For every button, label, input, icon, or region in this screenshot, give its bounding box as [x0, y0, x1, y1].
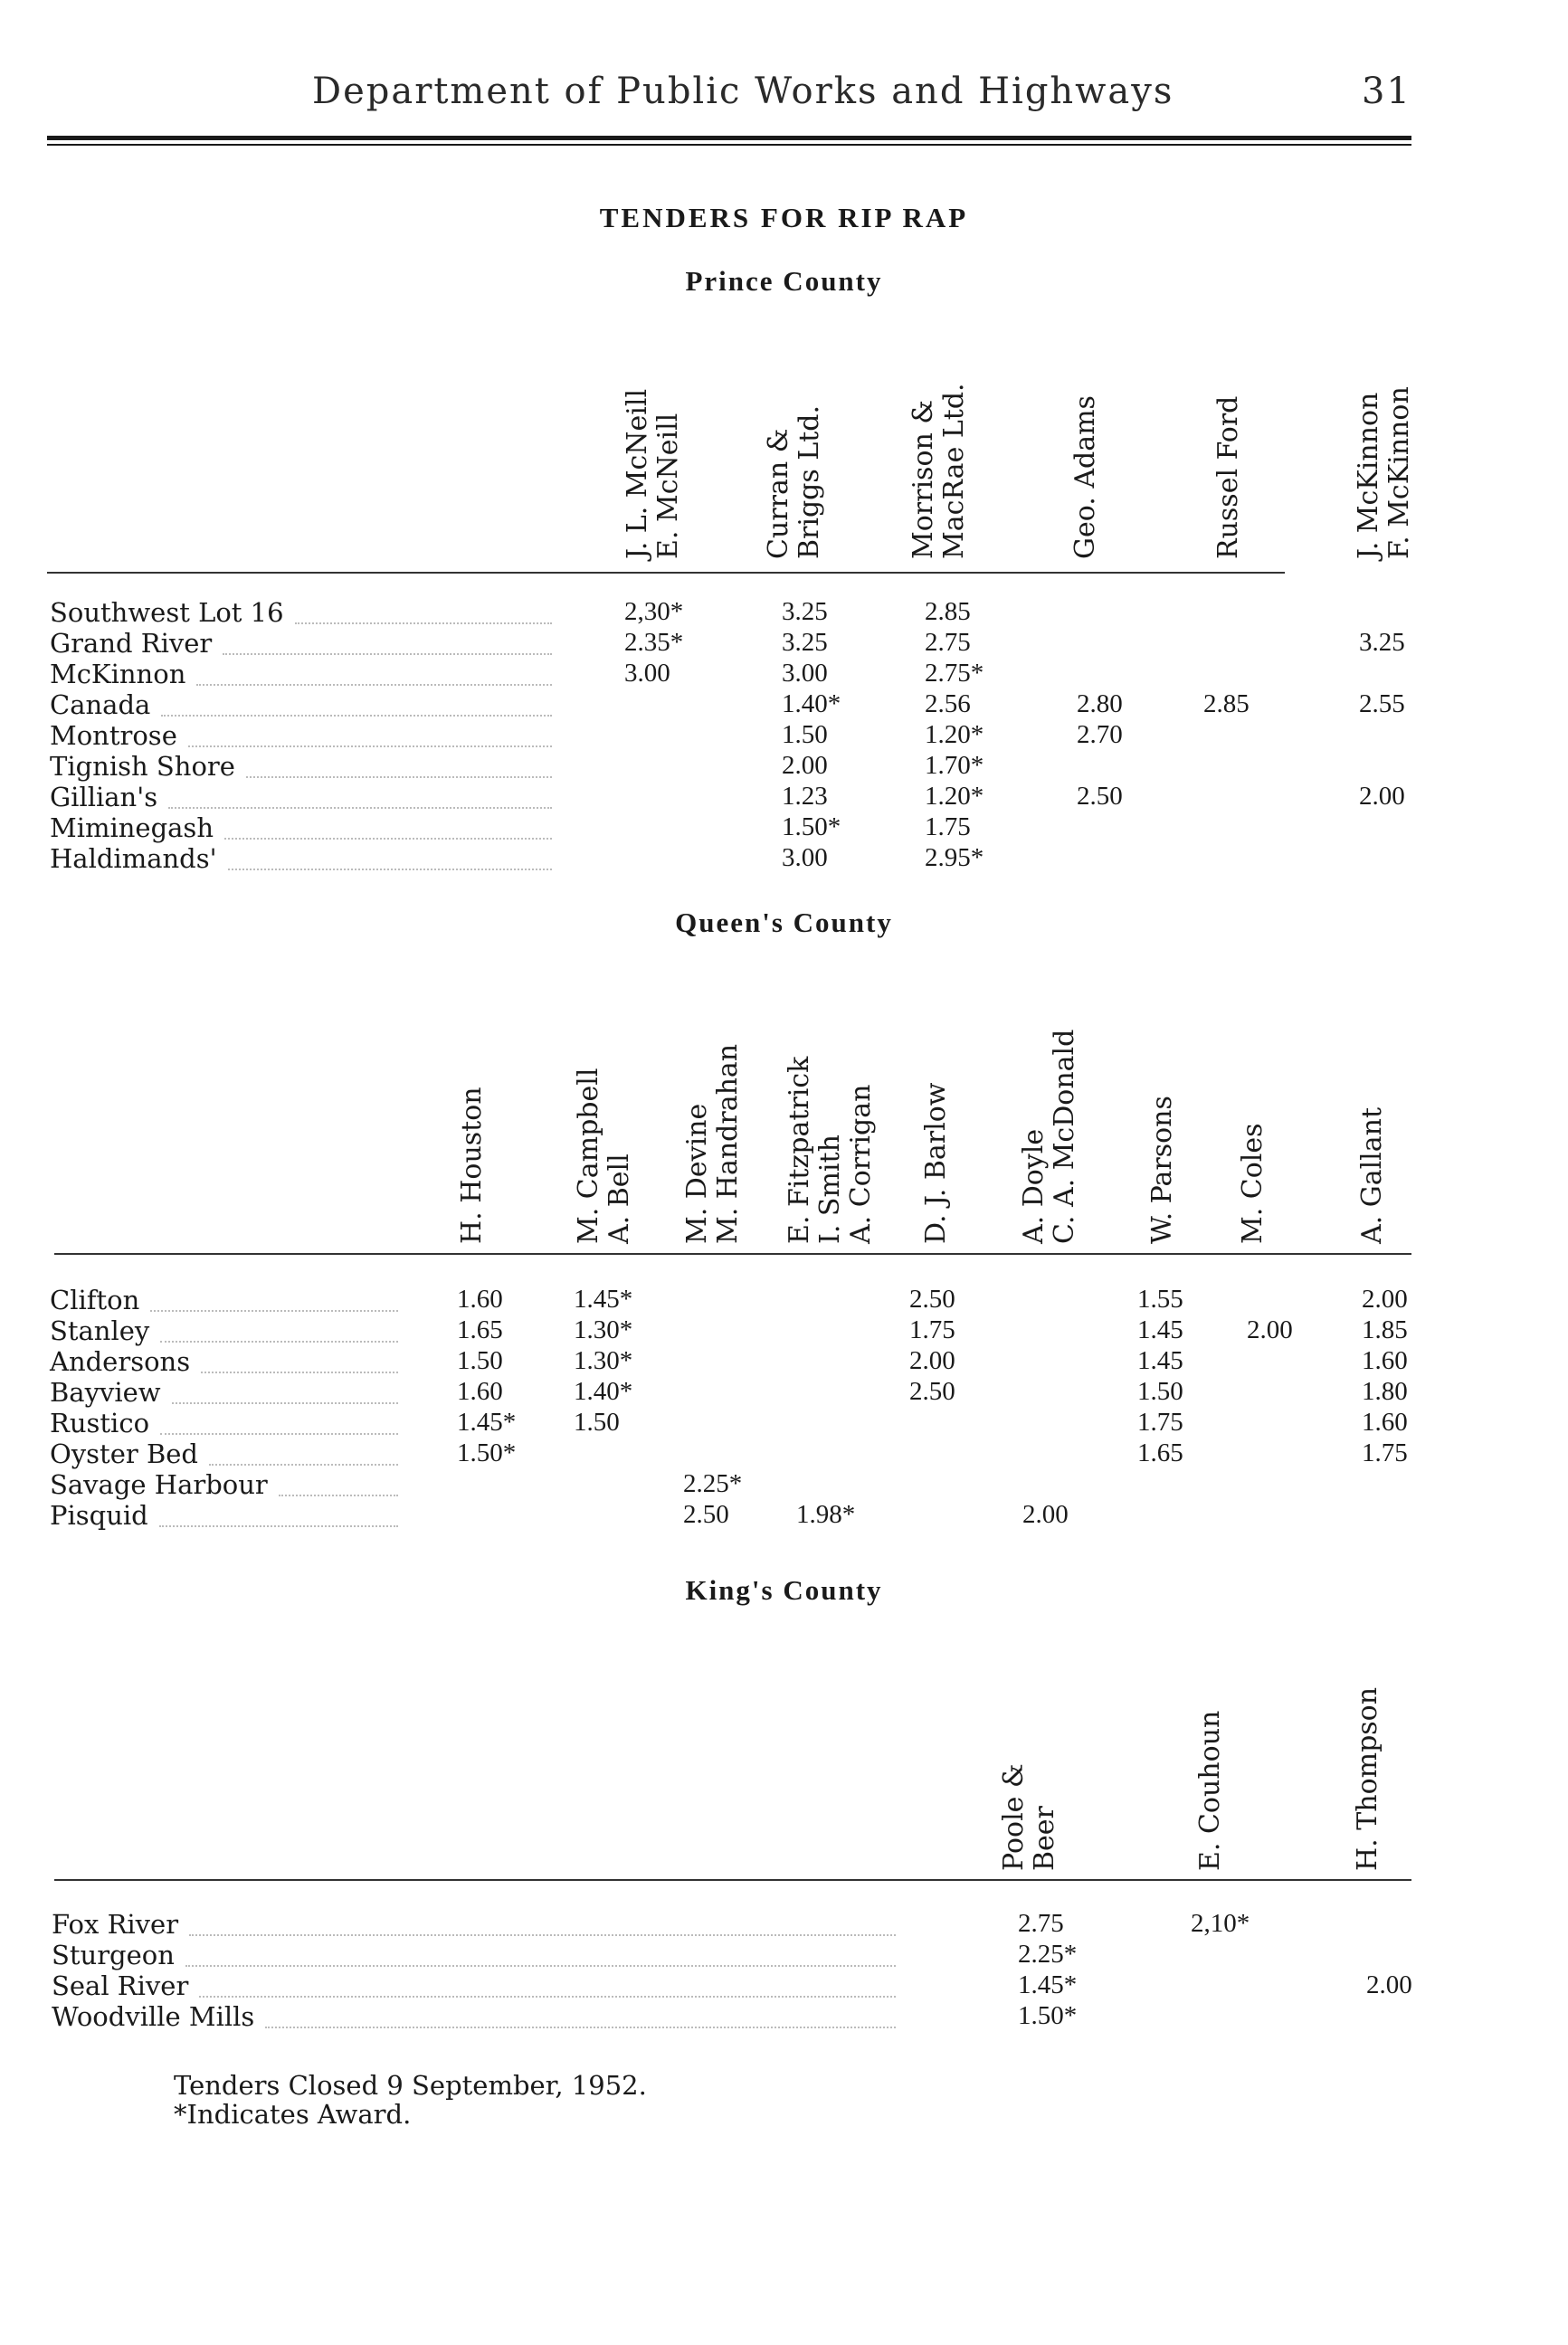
column-header-line: E. Fitzpatrick	[784, 1056, 815, 1244]
cell-value: 2.50	[909, 1377, 955, 1406]
column-header-line: J. McKinnon	[1353, 392, 1384, 559]
cell-value: 2.00	[1366, 1970, 1412, 1999]
cell-value: 2,30*	[624, 597, 684, 626]
column-header-line: W. Parsons	[1146, 1096, 1178, 1244]
row-label: Savage Harbour	[50, 1469, 268, 1500]
cell-value: 1.50*	[1018, 2001, 1078, 2030]
column-header-line: D. J. Barlow	[920, 1082, 952, 1244]
leader-dots	[295, 622, 552, 624]
column-header-line: A. Corrigan	[845, 1084, 877, 1244]
column-header-line: Briggs Ltd.	[794, 404, 825, 559]
row-label: Montrose	[50, 720, 177, 751]
column-header	[1353, 1687, 1383, 1871]
cell-value: 1.40*	[782, 689, 841, 718]
leader-dots	[150, 1310, 398, 1312]
page-number: 31	[1362, 71, 1411, 112]
column-header-line: H. Houston	[456, 1087, 488, 1244]
cell-value: 2.35*	[624, 628, 684, 657]
cell-value: 1.98*	[796, 1500, 856, 1529]
leader-dots	[188, 745, 552, 747]
cell-value: 1.45*	[574, 1285, 633, 1314]
column-header	[921, 1083, 952, 1244]
leader-dots	[168, 807, 552, 809]
leader-dots	[189, 1934, 896, 1936]
cell-value: 1.40*	[574, 1377, 633, 1406]
leader-dots	[185, 1965, 896, 1967]
cell-value: 1.30*	[574, 1315, 633, 1344]
row-label: Bayview	[50, 1377, 161, 1408]
column-header-line: Beer	[1029, 1806, 1060, 1871]
cell-value: 2.85	[925, 597, 971, 626]
row-label: McKinnon	[50, 659, 186, 689]
cell-value: 2.56	[925, 689, 971, 718]
column-header-line: M. Handrahan	[712, 1043, 744, 1244]
column-header	[908, 383, 970, 559]
row-label: Stanley	[50, 1315, 150, 1346]
cell-value: 1.50	[457, 1346, 503, 1375]
cell-value: 2.85	[1203, 689, 1250, 718]
cell-value: 2.50	[683, 1500, 729, 1529]
leader-dots	[201, 1372, 398, 1373]
leader-dots	[246, 776, 552, 778]
cell-value: 1.20*	[925, 782, 984, 811]
row-label: Tignish Shore	[50, 751, 235, 782]
cell-value: 3.00	[782, 659, 828, 688]
column-header-line: A. Bell	[603, 1154, 635, 1244]
cell-value: 1.50	[1137, 1377, 1183, 1406]
column-header-line: M. Campbell	[573, 1068, 604, 1244]
cell-value: 2.80	[1077, 689, 1123, 718]
header-rule-thin	[47, 144, 1411, 146]
column-header-line: M. Devine	[681, 1103, 713, 1244]
column-header	[1070, 395, 1101, 559]
cell-value: 1.50	[782, 720, 828, 749]
cell-value: 1.20*	[925, 720, 984, 749]
leader-dots	[199, 1996, 896, 1998]
cell-value: 2.00	[1362, 1285, 1408, 1314]
cell-value: 2.75	[925, 628, 971, 657]
column-header	[1019, 1030, 1080, 1244]
row-label: Woodville Mills	[52, 2001, 255, 2032]
cell-value: 2.25*	[1018, 1940, 1078, 1969]
row-label: Seal River	[52, 1970, 189, 2001]
leader-dots	[160, 1433, 398, 1435]
cell-value: 2.00	[909, 1346, 955, 1375]
cell-value: 2.00	[782, 751, 828, 780]
column-header-line: H. Thompson	[1352, 1686, 1383, 1871]
column-header	[682, 1044, 744, 1244]
column-header-line: A. Doyle	[1018, 1128, 1050, 1244]
column-header-line: F. McKinnon	[1383, 386, 1415, 559]
row-label: Gillian's	[50, 782, 158, 812]
row-label: Miminegash	[50, 812, 214, 843]
cell-value: 1.75	[909, 1315, 955, 1344]
cell-value: 1.75	[1137, 1408, 1183, 1437]
column-header	[1147, 1096, 1178, 1244]
column-header	[622, 389, 684, 559]
section-title: King's County	[685, 1574, 883, 1606]
cell-value: 1.75	[925, 812, 971, 841]
cell-value: 1.85	[1362, 1315, 1408, 1344]
page-title: TENDERS FOR RIP RAP	[599, 202, 969, 233]
section-title: Queen's County	[675, 907, 893, 938]
cell-value: 1.70*	[925, 751, 984, 780]
column-header-line: Poole &	[998, 1763, 1030, 1871]
row-label: Sturgeon	[52, 1940, 175, 1970]
row-label: Rustico	[50, 1408, 150, 1438]
column-header-line: Russel Ford	[1212, 395, 1244, 559]
cell-value: 1.50	[574, 1408, 620, 1437]
row-label: Pisquid	[50, 1500, 148, 1531]
leader-dots	[172, 1402, 398, 1404]
row-label: Canada	[50, 689, 151, 720]
cell-value: 2.70	[1077, 720, 1123, 749]
leader-dots	[228, 869, 552, 870]
row-label: Fox River	[52, 1909, 179, 1940]
column-header-line: J. L. McNeill	[622, 388, 653, 559]
cell-value: 3.25	[782, 628, 828, 657]
cell-value: 2.50	[909, 1285, 955, 1314]
cell-value: 2.00	[1022, 1500, 1069, 1529]
row-label: Southwest Lot 16	[50, 597, 284, 628]
column-header-line: Morrison &	[908, 399, 939, 559]
cell-value: 1.45*	[457, 1408, 517, 1437]
cell-value: 1.50*	[457, 1438, 517, 1467]
cell-value: 1.45*	[1018, 1970, 1078, 1999]
cell-value: 1.60	[457, 1285, 503, 1314]
cell-value: 2.55	[1359, 689, 1405, 718]
footer-award-note: *Indicates Award.	[174, 2099, 412, 2130]
running-header: Department of Public Works and Highways	[312, 71, 1174, 112]
cell-value: 1.65	[457, 1315, 503, 1344]
column-header-line: E. Couhoun	[1194, 1710, 1226, 1871]
cell-value: 1.23	[782, 782, 828, 811]
cell-value: 1.30*	[574, 1346, 633, 1375]
cell-value: 2.00	[1359, 782, 1405, 811]
column-header-line: Geo. Adams	[1069, 395, 1101, 559]
cell-value: 1.60	[1362, 1408, 1408, 1437]
cell-value: 1.45	[1137, 1346, 1183, 1375]
column-header	[1238, 1123, 1269, 1244]
table-rule	[47, 572, 1285, 574]
leader-dots	[209, 1464, 398, 1466]
cell-value: 3.00	[782, 843, 828, 872]
leader-dots	[159, 1525, 398, 1527]
column-header-line: I. Smith	[814, 1135, 846, 1244]
header-rule-thick	[47, 136, 1411, 140]
row-label: Grand River	[50, 628, 213, 659]
footer-closed-date: Tenders Closed 9 September, 1952.	[174, 2070, 647, 2101]
column-header	[1357, 1107, 1388, 1244]
cell-value: 1.75	[1362, 1438, 1408, 1467]
cell-value: 1.60	[457, 1377, 503, 1406]
column-header	[1354, 386, 1415, 559]
leader-dots	[223, 653, 552, 655]
cell-value: 2.50	[1077, 782, 1123, 811]
section-title: Prince County	[685, 265, 883, 297]
leader-dots	[161, 715, 552, 717]
leader-dots	[224, 838, 552, 840]
row-label: Haldimands'	[50, 843, 217, 874]
leader-dots	[279, 1495, 398, 1496]
cell-value: 1.45	[1137, 1315, 1183, 1344]
column-header	[784, 1057, 877, 1244]
column-header	[1213, 396, 1244, 559]
leader-dots	[160, 1341, 398, 1343]
column-header	[764, 405, 825, 559]
cell-value: 3.25	[782, 597, 828, 626]
cell-value: 2.75*	[925, 659, 984, 688]
leader-dots	[265, 2027, 896, 2028]
cell-value: 3.25	[1359, 628, 1405, 657]
column-header-line: A. Gallant	[1356, 1106, 1388, 1244]
cell-value: 2.00	[1247, 1315, 1293, 1344]
column-header	[999, 1763, 1060, 1871]
row-label: Clifton	[50, 1285, 140, 1315]
row-label: Andersons	[50, 1346, 191, 1377]
cell-value: 2.75	[1018, 1909, 1064, 1938]
cell-value: 3.00	[624, 659, 670, 688]
column-header-line: E. McNeill	[652, 413, 684, 559]
column-header-line: Curran &	[763, 428, 794, 559]
column-header	[1195, 1711, 1226, 1871]
cell-value: 2,10*	[1191, 1909, 1250, 1938]
leader-dots	[196, 684, 552, 686]
cell-value: 1.50*	[782, 812, 841, 841]
column-header	[574, 1068, 635, 1244]
cell-value: 1.80	[1362, 1377, 1408, 1406]
column-header	[457, 1087, 488, 1244]
row-label: Oyster Bed	[50, 1438, 198, 1469]
cell-value: 2.25*	[683, 1469, 743, 1498]
table-rule	[54, 1253, 1411, 1255]
table-rule	[54, 1879, 1411, 1881]
cell-value: 1.65	[1137, 1438, 1183, 1467]
column-header-line: C. A. McDonald	[1049, 1029, 1080, 1244]
cell-value: 1.55	[1137, 1285, 1183, 1314]
cell-value: 1.60	[1362, 1346, 1408, 1375]
column-header-line: MacRae Ltd.	[938, 383, 970, 559]
column-header-line: M. Coles	[1237, 1123, 1269, 1244]
cell-value: 2.95*	[925, 843, 984, 872]
